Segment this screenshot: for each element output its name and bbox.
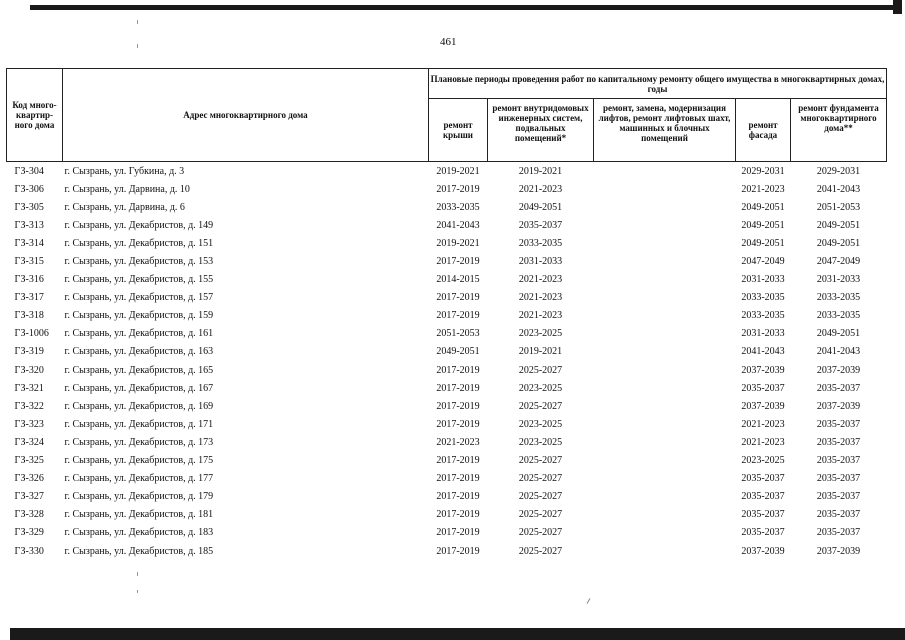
scan-edge-bottom xyxy=(10,628,905,640)
cell-lifts xyxy=(594,452,736,470)
scan-mark xyxy=(137,20,138,24)
table-row xyxy=(7,379,887,397)
cell-roof: 2017-2019 xyxy=(436,382,480,394)
cell-facade: 2035-2037 xyxy=(741,382,785,394)
cell-code: ГЗ-315 xyxy=(14,256,44,268)
table-row xyxy=(7,307,887,325)
cell-address: г. Сызрань, ул. Дарвина, д. 10 xyxy=(64,183,190,195)
cell-lifts xyxy=(594,542,736,560)
cell-systems: 2025-2027 xyxy=(518,527,563,539)
cell-facade: 2037-2039 xyxy=(741,364,785,376)
cell-foundation: 2035-2037 xyxy=(816,382,861,394)
table-row xyxy=(7,343,887,361)
cell-facade: 2035-2037 xyxy=(741,473,785,485)
cell-address: г. Сызрань, ул. Декабристов, д. 169 xyxy=(64,400,214,412)
cell-roof: 2014-2015 xyxy=(436,274,480,286)
table-body xyxy=(7,162,887,561)
cell-roof: 2049-2051 xyxy=(436,346,480,358)
table-row xyxy=(7,524,887,542)
cell-lifts xyxy=(594,361,736,379)
cell-lifts xyxy=(594,433,736,451)
cell-code: ГЗ-318 xyxy=(14,310,44,322)
cell-lifts xyxy=(594,162,736,181)
cell-lifts xyxy=(594,289,736,307)
cell-facade: 2031-2033 xyxy=(741,328,785,340)
cell-foundation: 2049-2051 xyxy=(816,237,861,249)
cell-systems: 2025-2027 xyxy=(518,473,563,485)
table-row xyxy=(7,452,887,470)
table-row xyxy=(7,252,887,270)
cell-address: г. Сызрань, ул. Декабристов, д. 185 xyxy=(64,545,214,557)
cell-facade: 2035-2037 xyxy=(741,509,785,521)
cell-code: ГЗ-324 xyxy=(14,436,44,448)
cell-code: ГЗ-313 xyxy=(14,219,44,231)
cell-facade: 2049-2051 xyxy=(741,201,785,213)
header-code: Код много-квартир-ного дома xyxy=(7,69,63,162)
cell-systems: 2023-2025 xyxy=(518,328,563,340)
cell-code: ГЗ-321 xyxy=(14,382,44,394)
cell-address: г. Сызрань, ул. Декабристов, д. 157 xyxy=(64,292,214,304)
cell-lifts xyxy=(594,343,736,361)
cell-foundation: 2035-2037 xyxy=(816,418,861,430)
cell-code: ГЗ-314 xyxy=(14,237,44,249)
cell-foundation: 2029-2031 xyxy=(816,165,861,177)
cell-foundation: 2035-2037 xyxy=(816,509,861,521)
scan-edge-top xyxy=(30,5,902,10)
cell-roof: 2017-2019 xyxy=(436,509,480,521)
table-row xyxy=(7,162,887,181)
cell-facade: 2037-2039 xyxy=(741,545,785,557)
header-foundation: ремонт фундамента многоквартирного дома** xyxy=(791,99,887,162)
cell-address: г. Сызрань, ул. Декабристов, д. 159 xyxy=(64,310,214,322)
cell-address: г. Сызрань, ул. Декабристов, д. 161 xyxy=(64,328,214,340)
cell-code: ГЗ-325 xyxy=(14,455,44,467)
cell-address: г. Сызрань, ул. Декабристов, д. 183 xyxy=(64,527,214,539)
page-number: 461 xyxy=(440,36,457,48)
cell-systems: 2021-2023 xyxy=(518,292,563,304)
cell-systems: 2021-2023 xyxy=(518,274,563,286)
cell-facade: 2035-2037 xyxy=(741,527,785,539)
cell-systems: 2035-2037 xyxy=(518,219,563,231)
cell-facade: 2033-2035 xyxy=(741,310,785,322)
cell-roof: 2033-2035 xyxy=(436,201,480,213)
cell-systems: 2023-2025 xyxy=(518,382,563,394)
cell-lifts xyxy=(594,325,736,343)
cell-address: г. Сызрань, ул. Декабристов, д. 181 xyxy=(64,509,214,521)
cell-roof: 2017-2019 xyxy=(436,527,480,539)
cell-code: ГЗ-323 xyxy=(14,418,44,430)
cell-lifts xyxy=(594,198,736,216)
cell-lifts xyxy=(594,379,736,397)
cell-foundation: 2035-2037 xyxy=(816,491,861,503)
cell-code: ГЗ-329 xyxy=(14,527,44,539)
cell-code: ГЗ-319 xyxy=(14,346,44,358)
cell-roof: 2017-2019 xyxy=(436,491,480,503)
cell-systems: 2021-2023 xyxy=(518,310,563,322)
cell-address: г. Сызрань, ул. Декабристов, д. 165 xyxy=(64,364,214,376)
cell-roof: 2041-2043 xyxy=(436,219,480,231)
cell-code: ГЗ-327 xyxy=(14,491,44,503)
cell-code: ГЗ-320 xyxy=(14,364,44,376)
table-row xyxy=(7,470,887,488)
cell-roof: 2017-2019 xyxy=(436,400,480,412)
cell-facade: 2037-2039 xyxy=(741,400,785,412)
cell-roof: 2017-2019 xyxy=(436,310,480,322)
table-row xyxy=(7,397,887,415)
cell-facade: 2049-2051 xyxy=(741,237,785,249)
cell-foundation: 2033-2035 xyxy=(816,292,861,304)
cell-foundation: 2051-2053 xyxy=(816,201,861,213)
cell-roof: 2017-2019 xyxy=(436,364,480,376)
cell-address: г. Сызрань, ул. Декабристов, д. 171 xyxy=(64,418,214,430)
cell-systems: 2025-2027 xyxy=(518,545,563,557)
cell-systems: 2023-2025 xyxy=(518,436,563,448)
cell-foundation: 2041-2043 xyxy=(816,183,861,195)
cell-facade: 2021-2023 xyxy=(741,436,785,448)
cell-code: ГЗ-1006 xyxy=(14,328,49,340)
cell-foundation: 2037-2039 xyxy=(816,364,861,376)
cell-code: ГЗ-316 xyxy=(14,274,44,286)
cell-lifts xyxy=(594,488,736,506)
scan-mark xyxy=(137,572,138,576)
cell-systems: 2021-2023 xyxy=(518,183,563,195)
cell-systems: 2025-2027 xyxy=(518,491,563,503)
cell-roof: 2017-2019 xyxy=(436,455,480,467)
cell-roof: 2017-2019 xyxy=(436,256,480,268)
table-row xyxy=(7,180,887,198)
cell-facade: 2031-2033 xyxy=(741,274,785,286)
header-facade: ремонт фасада xyxy=(736,99,791,162)
scan-mark xyxy=(137,44,138,48)
cell-foundation: 2033-2035 xyxy=(816,310,861,322)
header-address: Адрес многоквартирного дома xyxy=(63,69,429,162)
cell-lifts xyxy=(594,397,736,415)
cell-roof: 2017-2019 xyxy=(436,183,480,195)
cell-lifts xyxy=(594,252,736,270)
table-row xyxy=(7,542,887,560)
cell-address: г. Сызрань, ул. Декабристов, д. 153 xyxy=(64,256,214,268)
cell-foundation: 2031-2033 xyxy=(816,274,861,286)
cell-foundation: 2037-2039 xyxy=(816,400,861,412)
cell-systems: 2049-2051 xyxy=(518,201,563,213)
cell-systems: 2025-2027 xyxy=(518,364,563,376)
cell-facade: 2033-2035 xyxy=(741,292,785,304)
table-row xyxy=(7,433,887,451)
cell-lifts xyxy=(594,271,736,289)
cell-lifts xyxy=(594,415,736,433)
cell-code: ГЗ-330 xyxy=(14,545,44,557)
cell-foundation: 2035-2037 xyxy=(816,436,861,448)
cell-roof: 2017-2019 xyxy=(436,292,480,304)
cell-roof: 2019-2021 xyxy=(436,165,480,177)
cell-facade: 2029-2031 xyxy=(741,165,785,177)
cell-code: ГЗ-328 xyxy=(14,509,44,521)
cell-systems: 2025-2027 xyxy=(518,509,563,521)
cell-foundation: 2035-2037 xyxy=(816,455,861,467)
table-row xyxy=(7,488,887,506)
cell-systems: 2033-2035 xyxy=(518,237,563,249)
cell-address: г. Сызрань, ул. Декабристов, д. 177 xyxy=(64,473,214,485)
cell-roof: 2051-2053 xyxy=(436,328,480,340)
cell-address: г. Сызрань, ул. Губкина, д. 3 xyxy=(64,165,185,177)
cell-foundation: 2035-2037 xyxy=(816,527,861,539)
cell-roof: 2021-2023 xyxy=(436,436,480,448)
cell-foundation: 2037-2039 xyxy=(816,545,861,557)
cell-lifts xyxy=(594,506,736,524)
cell-facade: 2035-2037 xyxy=(741,491,785,503)
cell-lifts xyxy=(594,470,736,488)
cell-systems: 2023-2025 xyxy=(518,418,563,430)
cell-systems: 2025-2027 xyxy=(518,400,563,412)
cell-lifts xyxy=(594,180,736,198)
cell-systems: 2019-2021 xyxy=(518,346,563,358)
cell-facade: 2047-2049 xyxy=(741,256,785,268)
table-row xyxy=(7,361,887,379)
cell-code: ГЗ-322 xyxy=(14,400,44,412)
table-row xyxy=(7,198,887,216)
scan-edge-top-right xyxy=(893,0,902,14)
table-row xyxy=(7,271,887,289)
cell-lifts xyxy=(594,307,736,325)
cell-lifts xyxy=(594,216,736,234)
cell-code: ГЗ-317 xyxy=(14,292,44,304)
cell-address: г. Сызрань, ул. Декабристов, д. 175 xyxy=(64,455,214,467)
cell-address: г. Сызрань, ул. Дарвина, д. 6 xyxy=(64,201,185,213)
cell-systems: 2031-2033 xyxy=(518,256,563,268)
scan-mark xyxy=(587,598,591,604)
cell-foundation: 2035-2037 xyxy=(816,473,861,485)
table-row xyxy=(7,216,887,234)
cell-foundation: 2049-2051 xyxy=(816,328,861,340)
table-row xyxy=(7,325,887,343)
cell-facade: 2041-2043 xyxy=(741,346,785,358)
table-row xyxy=(7,415,887,433)
cell-systems: 2025-2027 xyxy=(518,455,563,467)
cell-facade: 2021-2023 xyxy=(741,418,785,430)
header-systems: ремонт внутридомовых инженерных систем, подвальных помещений* xyxy=(488,99,594,162)
cell-address: г. Сызрань, ул. Декабристов, д. 163 xyxy=(64,346,214,358)
cell-address: г. Сызрань, ул. Декабристов, д. 155 xyxy=(64,274,214,286)
cell-foundation: 2041-2043 xyxy=(816,346,861,358)
cell-lifts xyxy=(594,234,736,252)
cell-address: г. Сызрань, ул. Декабристов, д. 173 xyxy=(64,436,214,448)
cell-foundation: 2047-2049 xyxy=(816,256,861,268)
header-roof: ремонт крыши xyxy=(429,99,488,162)
cell-code: ГЗ-305 xyxy=(14,201,44,213)
cell-facade: 2023-2025 xyxy=(741,455,785,467)
cell-address: г. Сызрань, ул. Декабристов, д. 151 xyxy=(64,237,214,249)
cell-roof: 2017-2019 xyxy=(436,418,480,430)
cell-address: г. Сызрань, ул. Декабристов, д. 167 xyxy=(64,382,214,394)
table-row xyxy=(7,506,887,524)
cell-roof: 2017-2019 xyxy=(436,545,480,557)
table-header xyxy=(7,69,887,162)
cell-facade: 2021-2023 xyxy=(741,183,785,195)
cell-code: ГЗ-304 xyxy=(14,165,44,177)
cell-systems: 2019-2021 xyxy=(518,165,563,177)
scan-mark xyxy=(137,590,138,593)
table-row xyxy=(7,289,887,307)
table-row xyxy=(7,234,887,252)
cell-roof: 2019-2021 xyxy=(436,237,480,249)
repair-schedule-table xyxy=(6,68,887,560)
cell-address: г. Сызрань, ул. Декабристов, д. 179 xyxy=(64,491,214,503)
header-periods-title: Плановые периоды проведения работ по капитальному ремонту общего имущества в многоквартирных домах, годы xyxy=(429,69,887,99)
cell-foundation: 2049-2051 xyxy=(816,219,861,231)
cell-lifts xyxy=(594,524,736,542)
cell-code: ГЗ-326 xyxy=(14,473,44,485)
cell-roof: 2017-2019 xyxy=(436,473,480,485)
cell-code: ГЗ-306 xyxy=(14,183,44,195)
cell-address: г. Сызрань, ул. Декабристов, д. 149 xyxy=(64,219,214,231)
header-lifts: ремонт, замена, модернизация лифтов, ремонт лифтовых шахт, машинных и блочных помещений xyxy=(594,99,736,162)
cell-facade: 2049-2051 xyxy=(741,219,785,231)
